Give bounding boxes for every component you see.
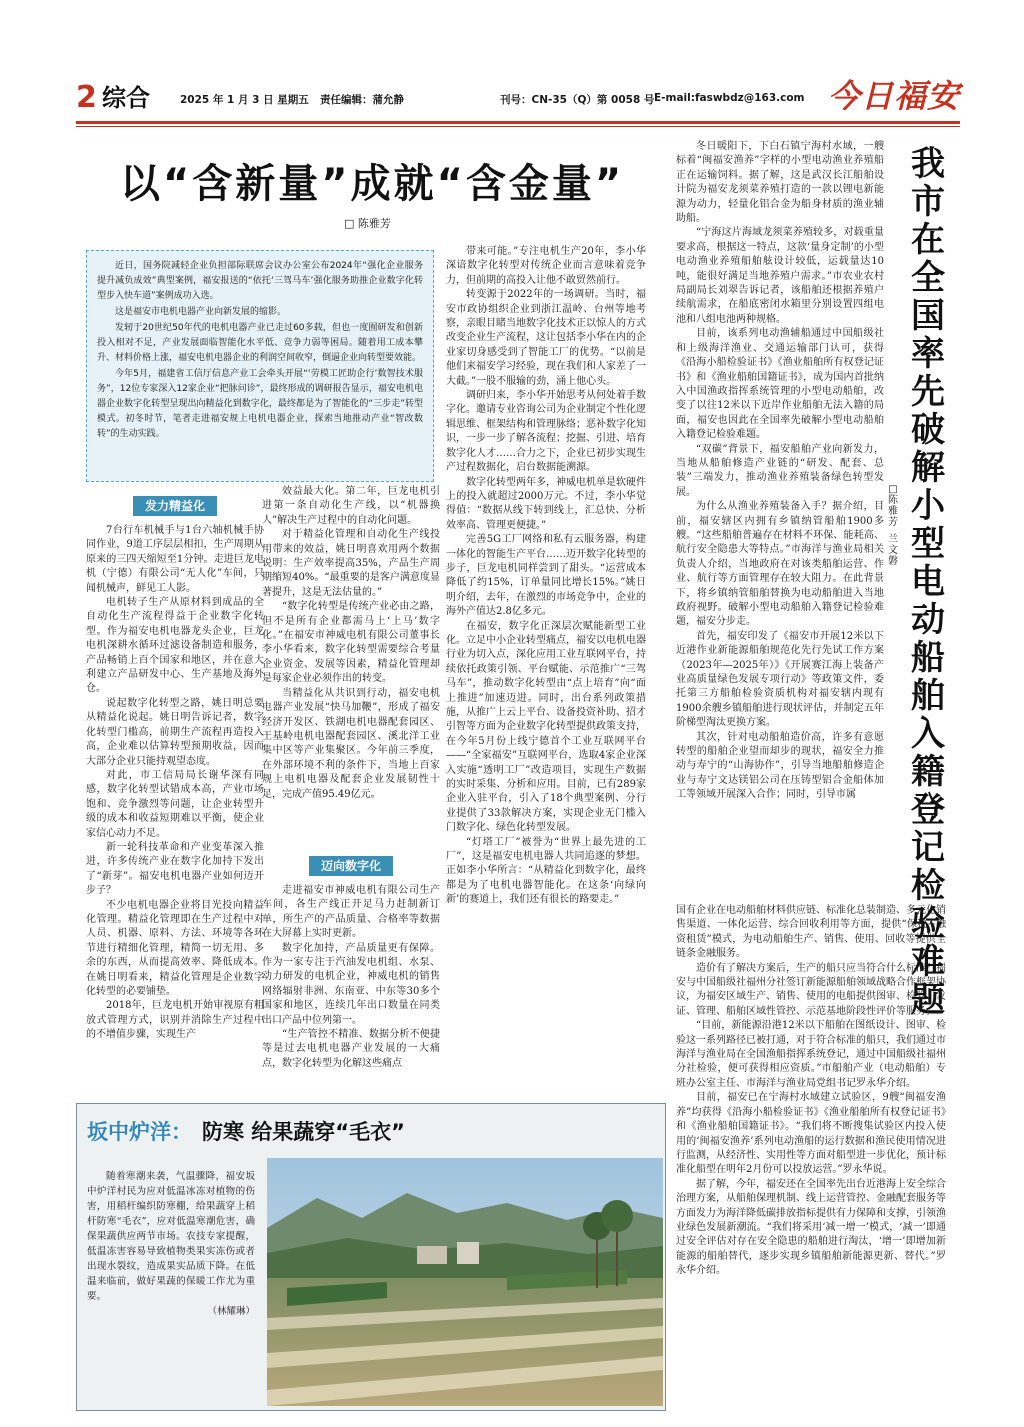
page-number: 2 xyxy=(76,80,97,115)
masthead xyxy=(76,76,960,122)
headline-char: 型 xyxy=(911,524,945,564)
paragraph: “灯塔工厂”被誉为“世界上最先进的工厂”，这是福安电机电器人共同追逐的梦想。正如李小华所言：“从精益化到数字化，最终都是为了电机电器智能化。在这条‘向绿向新’的赛道上，我们还有很长的路要走。” xyxy=(446,836,646,906)
photo-feature-box xyxy=(76,1103,666,1411)
byline-char: 文 xyxy=(888,545,898,556)
headline-char: 小 xyxy=(911,486,945,526)
headline-char: 电 xyxy=(911,562,945,602)
headline-char: 在 xyxy=(911,220,945,260)
field-photo xyxy=(267,1158,663,1406)
headline-char: 破 xyxy=(911,410,945,450)
paragraph: 不少电机电器企业将目光投向精益化管理。精益化管理即在生产过程中对人员、机器、原料、方法、环境等各环节进行精细化管理，精简一切无用、多余的东西，从而提高效率、降低成本。在姚日明看来，精益化管理是企业数字化转型的必要铺垫。 xyxy=(86,899,264,997)
paragraph: 7台行车机械手与1台六轴机械手协同作业，9道工序层层相扣，生产周期从原来的三四天缩短至1分钟。走进巨龙电机（宁德）有限公司“无人化”车间，只闻机械声，鲜见工人影。 xyxy=(86,525,264,594)
paragraph: “双碳”背景下，福安船舶产业向新发力，当地从船舶修造产业链的“研发、配套、总装”三端发力，推动渔业养殖装备绿色转型发展。 xyxy=(676,443,884,498)
contact-email: E-mail:faswbdz@163.com xyxy=(654,92,805,104)
article-column-1 xyxy=(86,490,264,1070)
paragraph: 完善5G工厂网络和私有云服务器，构建一体化的智能生产平台……迈开数字化转型的步子，巨龙电机同样尝到了甜头。“运营成本降低了约15%，订单量同比增长15%。”姚日明介绍，去年，在激烈的市场竞争中，企业的海外产值达2.8亿多元。 xyxy=(446,534,646,618)
paragraph: 据了解，今年，福安还在全国率先出台近港海上安全综合治理方案，从船舶保理机制、线上运营管控、金融配套服务等方面发力为海洋降低碳排放指标提供有力保障和支撑，引领渔业绿色发展新潮流。“我们将采用‘减一增一’模式，‘减一’即通过安全评估对存在安全隐患的船舶进行淘汰，‘增一’即增加新能源的船舶替代，逐步实现乡镇船舶新能源更新、替代。”罗永华介绍。 xyxy=(676,1178,946,1277)
headline-char: 先 xyxy=(911,372,945,412)
headline-char: 验 xyxy=(911,904,945,944)
byline-char: □ xyxy=(888,484,898,495)
paragraph: “数字化转型是传统产业必由之路，但不是所有企业都需马上‘上马’数字化。”在福安市神威电机有限公司董事长李小华看来，数字化转型需要综合考量企业资金、发展等因素，精益化管理却是每家企业必须作出的转变。 xyxy=(262,601,440,685)
paragraph: 首先，福安印发了《福安市开展12米以下近港作业新能源船舶规范化先行先试工作方案（2023年—2025年）》《开展赛江海上装备产业高质量绿色发展专项行动》等政策文件，委托第三方船舶检验资质机构对福安辖内现有1900余艘乡镇船舶进行现状评估，并制定五年阶梯型淘汰更换方案。 xyxy=(676,630,884,729)
vertical-byline xyxy=(886,484,900,567)
byline-char: 陈 xyxy=(888,495,898,506)
headline-char: 解 xyxy=(911,448,945,488)
photo-author: （林耀琳） xyxy=(207,1306,255,1317)
headline-char: 市 xyxy=(911,182,945,222)
paragraph: 带来可能。”专注电机生产20年，李小华深谙数字化转型对传统企业而言意味着竞争力，但前期的高投入让他不敢贸然前行。 xyxy=(446,246,646,286)
headline-char: 入 xyxy=(911,714,945,754)
headline-char: 率 xyxy=(911,334,945,374)
paragraph: 转变源于2022年的一场调研。当时，福安市政协组织企业到浙江温岭、台州等地考察，亲眼目睹当地数字化技术正以惊人的方式改变企业生产流程，这让包括李小华在内的企业家切身感受到了智能工厂的优势。“以前是他们来福安学习经验，现在我们和人家差了一大截。”一股不服输的劲，涌上他心头。 xyxy=(446,289,646,387)
article-column-2-lower xyxy=(262,850,440,1078)
section-name: 综合 xyxy=(102,84,150,112)
responsible-editor: 责任编辑：蒲允静 xyxy=(320,94,404,106)
paragraph: 其次，针对电动船舶造价高，许多有意愿转型的船舶企业望而却步的现状，福安全力推动与寿宁的“山海协作”，引导当地船舶修造企业与寿宁文达镁铝公司在压铸型铝合金船体加工等领域开展深入合作；同时，引导市属 xyxy=(676,731,884,801)
header-rule-thin xyxy=(76,126,960,127)
byline-char: 芳 xyxy=(888,517,898,528)
header-rule xyxy=(76,121,960,124)
paragraph: 效益最大化。第二年，巨龙电机引进第一条自动化生产线，以“机器换人”解决生产过程中的自动化问题。 xyxy=(262,486,440,526)
headline-char: 我 xyxy=(911,144,945,184)
article-column-3 xyxy=(446,245,646,1075)
headline-char: 动 xyxy=(911,600,945,640)
paragraph: 目前，福安已在宁海村水域建立试验区，9艘“闽福安渔养”均获得《沿海小船检验证书》《渔业船舶所有权登记证书》和《渔业船舶国籍证书》。“我们将不断搜集试验区内投入使用的‘闽福安渔养’系列电动渔船的运行数据和渔民使用情况进行监测，从经济性、实用性等方面对船型进一步优化，预计标准化船型在明年2月份可以投放运营。”罗永华说。 xyxy=(676,1092,946,1176)
paragraph: 当精益化从共识到行动，福安电机电器产业发展“快马加鞭”，形成了福安经济开发区、铁湖电机电器配套园区、王基岭电机电器配套园区、溪北洋工业集中区等产业集聚区。今年前三季度，在外部环境不利的条件下，当地上百家规上电机电器及配套企业发展韧性十足，完成产值95.49亿元。 xyxy=(262,687,440,800)
paragraph: 数字化转型两年多，神威电机单是软硬件上的投入就超过2000万元。不过，李小华觉得值：“数据从线下转到线上，汇总快、分析效率高、管理更便捷。” xyxy=(446,476,646,531)
headline-char: 题 xyxy=(911,980,945,1020)
paragraph: 2018年，巨龙电机开始审视原有粗放式管理方式，识别并消除生产过程中的不增值步骤，实现生产 xyxy=(86,1000,264,1041)
headline-char: 难 xyxy=(911,942,945,982)
headline-char: 船 xyxy=(911,638,945,678)
article2-column-lower xyxy=(676,904,946,1410)
note-paragraph: 近日，国务院减轻企业负担部际联席会议办公室公布2024年“强化企业服务 提升减负成效”典型案例，福安报送的“依托‘三驾马车’强化服务助推企业数字化转型步入快车道”案例成功入选。 xyxy=(97,261,423,301)
article2-column-upper xyxy=(676,140,884,904)
publication-number: 刊号：CN-35（Q）第 0058 号 xyxy=(500,94,655,106)
note-paragraph: 今年5月，福建省工信厅信息产业工会牵头开展“‘劳模工匠助企行’数智技术服务”，12位专家深入12家企业“把脉问诊”，最终形成的调研报告显示，福安电机电器企业数字化转型呈现出向精益化到数字化，最终都是为了智能化的“三步走”转型模式。初冬时节，笔者走进福安规上电机电器企业，探索当地推动产业“智改数转”的生动实践。 xyxy=(97,369,423,439)
paragraph: 电机转子生产从原材料到成品的全自动化生产流程得益于企业数字化转型。作为福安电机电器龙头企业，巨龙电机深耕水循环过滤设备制造和服务，产品畅销上百个国家和地区，并在意大利建立产品研发中心、生产基地及海外仓。 xyxy=(86,597,264,695)
issue-date: 2025 年 1 月 3 日 星期五 xyxy=(180,94,309,106)
article-headline: 以“含新量”成就“含金量” xyxy=(120,161,625,207)
paragraph: 对此，市工信局局长谢华深有同感，数字化转型试错成本高，产业市场饱和、竞争激烈等问题，让企业转型升级的成本和收益短期难以平衡，使企业家信心动力不足。 xyxy=(86,769,264,839)
article-byline: □ 陈雅芳 xyxy=(344,217,391,230)
paragraph: 新一轮科技革命和产业变革深入推进，许多传统产业在数字化加持下发出了“新芽”。福安电机电器产业如何迈开步子？ xyxy=(86,841,264,897)
paragraph: 说起数字化转型之路，姚日明总要从精益化说起。姚日明告诉记者，数字化转型门槛高，前期生产流程再造投入高，企业难以估算转型预期收益，因而大部分企业只能持观望态度。 xyxy=(86,697,264,767)
paragraph: “目前，新能源沿港12米以下船舶在图纸设计、图审、检验这一系列路径已被打通，对于符合标准的船只，我们通过市海洋与渔业局在全国渔船指挥系统登记，通过中国船级社福州分社检验，便可获得相应资质。”市船舶产业（电动船舶）专班办公室主任、市海洋与渔业局党组书记罗永华介绍。 xyxy=(676,1020,946,1089)
headline-char: 国 xyxy=(911,296,945,336)
paragraph: 目前，该系列电动渔辅船通过中国船级社和上级海洋渔业、交通运输部门认可，获得《沿海小船检验证书》《渔业船舶所有权登记证书》和《渔业船舶国籍证书》，成为国内首批纳入中国渔政指挥系统管理的小型电动船舶，改变了以往12米以下近岸作业船舶无法入籍的局面，福安也因此在全国率先破解小型电动船舶入籍登记检验难题。 xyxy=(676,328,884,441)
headline-char: 登 xyxy=(911,790,945,830)
paragraph: 在福安，数字化正深层次赋能新型工业化。立足中小企业转型痛点，福安以电机电器行业为切入点，深化应用工业互联网平台，持续依托政策引领、平台赋能、示范推广“三驾马车”，推动数字化转型由“点上培育”向“面上推进”加速迈进。同时，出台系列政策措施，从推广上云上平台、设备投资补助、招才引智等方面为企业数字化转型提供政策支持，在今年5月份上线宁德首个工业互联网平台——“全家福安”互联网平台，选取4家企业深入实施“透明工厂”改造项目，实现生产数据的实时采集、分析和应用。目前，已有289家企业入驻平台，引入了18个典型案例、分行业提供了33款解决方案，实现企业无门槛入门数字化、绿色化转型发展。 xyxy=(446,620,646,834)
paragraph: “宁海这片海域龙须菜养殖较多，对载重量要求高，根据这一特点，这款‘量身定制’的小型电动渔业养殖船舶舷设计较低，运载量达10吨，能很好满足当地养殖户需求。”市农业农村局副局长刘翠告诉记者，该船舶还根据养殖户续航需求，在船底密闭水箱里分别设置四组电池和八组电池两种规格。 xyxy=(676,227,884,325)
paragraph: 走进福安市神威电机有限公司生产车间，各生产线正开足马力赶制新订单，所生产的产品质量、合格率等数据在大屏幕上实时更新。 xyxy=(262,885,440,940)
vertical-headline xyxy=(904,145,952,1019)
paragraph: 为什么从渔业养殖装备入手？据介绍，目前，福安辖区内拥有乡镇纳管船舶1900多艘。“这些船舶普遍存在材料不环保、能耗高、航行安全隐患大等特点。”市海洋与渔业局相关负责人介绍，当地政府在对该类船舶运营、作业、航行等方面管理存在较大阻力。在此背景下，将乡镇纳管船舶替换为电动船舶进入当地政府视野。破解小型电动船舶入籍登记检验难题，福安分步走。 xyxy=(676,501,884,628)
subheading-lean: 发力精益化 xyxy=(133,496,217,516)
note-paragraph: 发轫于20世纪50年代的电机电器产业已走过60多载，但也一度囿研发和创新投入相对不足，产业发展面临智能化水平低、竞争力弱等困局。随着用工成本攀升、材料价格上涨，福安电机电器企业的利润空间收窄，倒逼企业向转型要效能。 xyxy=(97,323,423,363)
article-column-2 xyxy=(262,485,440,845)
paragraph: 对于精益化管理和自动化生产线投用带来的效益，姚日明喜欢用两个数据说明：生产效率提高35%，产品生产周期缩短40%。“最重要的是客户满意度显著提升，这是无法估量的。” xyxy=(262,529,440,598)
headline-char: 籍 xyxy=(911,752,945,792)
photo-title-main: 防寒 给果蔬穿“毛衣” xyxy=(202,1120,405,1144)
note-paragraph: 这是福安市电机电器产业向新发展的缩影。 xyxy=(115,307,287,317)
byline-char: 磐 xyxy=(888,556,898,567)
paragraph: 冬日暖阳下，下白石镇宁海村水域，一艘标着“闽福安渔养”字样的小型电动渔业养殖船正在运输饲料。据了解，这是武汉长江船舶设计院为福安龙须菜养殖打造的一款以锂电新能源为动力，轻量化铝合金为船身材质的渔业辅助船。 xyxy=(676,141,884,225)
byline-char: 雅 xyxy=(888,506,898,517)
paragraph: 国有企业在电动船舶材料供应链、标准化总装制造、多元化销售渠道、一体化运营、综合回收利用等方面，提供“保税+融资租赁”模式，为电动船舶生产、销售、使用、回收等提供全链条金融服务。 xyxy=(676,905,946,960)
field-photo-image xyxy=(267,1158,663,1406)
newspaper-logo: 今日福安 xyxy=(827,77,960,115)
photo-title-place: 坂中炉洋： xyxy=(87,1120,192,1144)
paragraph: 调研归来，李小华开始思考从何处着手数字化。邀请专业咨询公司为企业制定个性化逻辑思维、框架结构和管理脉络；恶补数字化知识，一步一步了解各流程；挖掘、引进、培育数字化人才……合力之下，企业已初步实现生产过程数据化，启台数据能溯源。 xyxy=(446,390,646,474)
headline-char: 检 xyxy=(911,866,945,906)
paragraph: 数字化加持，产品质量更有保障。作为一家专注于汽油发电机组、水泵、动力研发的电机企业，神威电机的销售网络辐射非洲、东南亚、中东等30多个国家和地区，连续几年出口数量在同类出口产品中位列第一。 xyxy=(262,942,440,1026)
headline-char: 记 xyxy=(911,828,945,868)
byline-char: 兰 xyxy=(888,534,898,545)
lead-note-box xyxy=(86,250,434,482)
headline-char: 舶 xyxy=(911,676,945,716)
photo-feature-title xyxy=(87,1116,405,1146)
subheading-digital: 迈向数字化 xyxy=(309,856,393,876)
caption-text: 随着寒潮来袭，气温骤降，福安坂中炉洋村民为应对低温冰冻对植物的伤害，用稻杆编织防寒棚，给果蔬穿上稻杆防寒“毛衣”，应对低温寒潮危害，确保果蔬供应两节市场。农技专家提醒，低温冻害容易导致植物类果实冻伤或者出现水裂纹，造成果实品质下降。在低温来临前，做好果蔬的保暖工作尤为重要。 xyxy=(87,1171,255,1302)
headline-char: 全 xyxy=(911,258,945,298)
paragraph: “生产管控不精准、数据分析不便捷等是过去电机电器产业发展的一大痛点，数字化转型为化解这些痛点 xyxy=(262,1029,440,1069)
photo-caption xyxy=(87,1169,255,1319)
paragraph: 造价有了解决方案后，生产的船只应当符合什么标准？福安与中国船级社福州分社签订新能源船舶领域战略合作框架协议，为福安区域生产、销售、使用的电船提供图审、检验、发证、管理、船舶区域性管控、示范基地阶段性评价等服务。 xyxy=(676,962,946,1017)
